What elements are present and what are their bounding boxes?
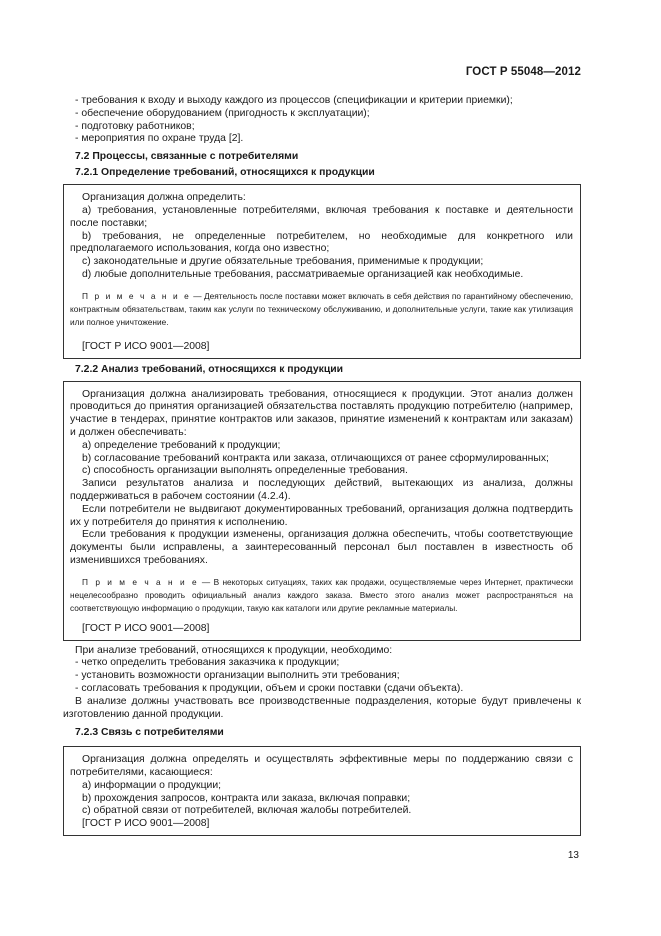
note bbox=[70, 290, 573, 329]
note-text: — Деятельность после поставки может включать в себя действия по гарантийному обеспечению, контрактным обязательствам, таким как услуги по техническому обслуживанию, и дополнительные услуги, такие как утилизация или полное уничтожение. bbox=[70, 290, 573, 327]
list-item: - четко определить требования заказчика к продукции; bbox=[75, 657, 340, 669]
list-item: c) способность организации выполнять определенные требования. bbox=[82, 465, 408, 477]
list-item: - установить возможности организации выполнить эти требования; bbox=[75, 670, 400, 682]
section-heading-7-2-2: 7.2.2 Анализ требований, относящихся к продукции bbox=[75, 363, 343, 375]
list-item: - согласовать требования к продукции, объем и сроки поставки (сдачи объекта). bbox=[75, 682, 464, 694]
list-item: a) требования, установленные потребителями, включая требования к поставке и деятельности после поставки; bbox=[70, 204, 573, 229]
paragraph: При анализе требований, относящихся к продукции, необходимо: bbox=[75, 644, 393, 656]
standard-reference: [ГОСТ Р ИСО 9001—2008] bbox=[82, 622, 210, 634]
quote-box-7-2-3 bbox=[63, 746, 581, 836]
list-item: b) прохождения запросов, контракта или заказа, включая поправки; bbox=[82, 792, 411, 804]
list-item: - подготовку работников; bbox=[75, 120, 195, 132]
standard-reference: [ГОСТ Р ИСО 9001—2008] bbox=[82, 818, 210, 830]
section-heading-7-2-3: 7.2.3 Связь с потребителями bbox=[75, 727, 224, 739]
paragraph: В анализе должны участвовать все производственные подразделения, которые будут привлечены к изготовлению данной продукции. bbox=[63, 695, 581, 720]
list-item: b) согласование требований контракта или заказа, отличающихся от ранее сформулированных; bbox=[82, 452, 549, 464]
paragraph: Записи результатов анализа и последующих действий, вытекающих из анализа, должны поддерживаться в рабочем состоянии (4.2.4). bbox=[70, 478, 573, 502]
list-item: a) информации о продукции; bbox=[82, 779, 222, 791]
list-item: - мероприятия по охране труда [2]. bbox=[75, 133, 244, 145]
list-item: d) любые дополнительные требования, рассматриваемые организацией как необходимые. bbox=[82, 268, 524, 280]
list-item: b) требования, не определенные потребителем, но необходимые для конкретного или предполагаемого использования, когда оно известно; bbox=[70, 230, 573, 255]
note bbox=[70, 576, 573, 615]
quote-lead: Организация должна определить: bbox=[82, 192, 246, 204]
quote-box-7-2-1 bbox=[63, 184, 581, 358]
list-item: - обеспечение оборудованием (пригодность к эксплуатации); bbox=[75, 107, 370, 119]
list-item: a) определение требований к продукции; bbox=[82, 439, 281, 451]
section-heading-7-2-1: 7.2.1 Определение требований, относящихся к продукции bbox=[75, 167, 375, 179]
paragraph: Если потребители не выдвигают документированных требований, организация должна подтвердить их у потребителя до принятия к исполнению. bbox=[70, 503, 573, 528]
quote-lead: Организация должна определять и осуществлять эффективные меры по поддержанию связи с потребителями, касающиеся: bbox=[70, 754, 573, 779]
standard-reference: [ГОСТ Р ИСО 9001—2008] bbox=[82, 340, 210, 352]
note-label: П р и м е ч а н и е bbox=[82, 576, 199, 587]
paragraph: Если требования к продукции изменены, организация должна обеспечить, чтобы соответствующие документы были исправлены, а заинтересованный персонал был поставлен в известность об изменившихся требованиях. bbox=[70, 529, 573, 566]
page-content bbox=[63, 95, 581, 836]
quote-box-7-2-2 bbox=[63, 381, 581, 641]
page-number: 13 bbox=[567, 850, 579, 861]
document-number: ГОСТ Р 55048—2012 bbox=[465, 66, 581, 78]
list-item: c) обратной связи от потребителей, включая жалобы потребителей. bbox=[82, 805, 412, 817]
list-item: c) законодательные и другие обязательные требования, применимые к продукции; bbox=[82, 256, 484, 268]
list-item: - требования к входу и выходу каждого из процессов (спецификации и критерии приемки); bbox=[75, 95, 513, 106]
requirements-analysis-text bbox=[63, 645, 581, 722]
quote-lead: Организация должна анализировать требования, относящиеся к продукции. Этот анализ должен проводиться до принятия организацией обязательства поставлять продукцию потребителю (например, участие в тендерах, принятие контрактов или заказов, принятие изменений к контрактам или заказам) и должен обеспечивать: bbox=[70, 388, 573, 438]
note-label: П р и м е ч а н и е bbox=[82, 290, 191, 301]
section-heading-7-2: 7.2 Процессы, связанные с потребителями bbox=[75, 151, 299, 163]
note-text: — В некоторых ситуациях, таких как продажи, осуществляемые через Интернет, практически нецелесообразно проводить официальный анализ каждого заказа. Вместо этого анализ может распространяться на соответствующую информацию о продукции, такую как каталоги или другие рекламные материалы. bbox=[70, 576, 573, 613]
